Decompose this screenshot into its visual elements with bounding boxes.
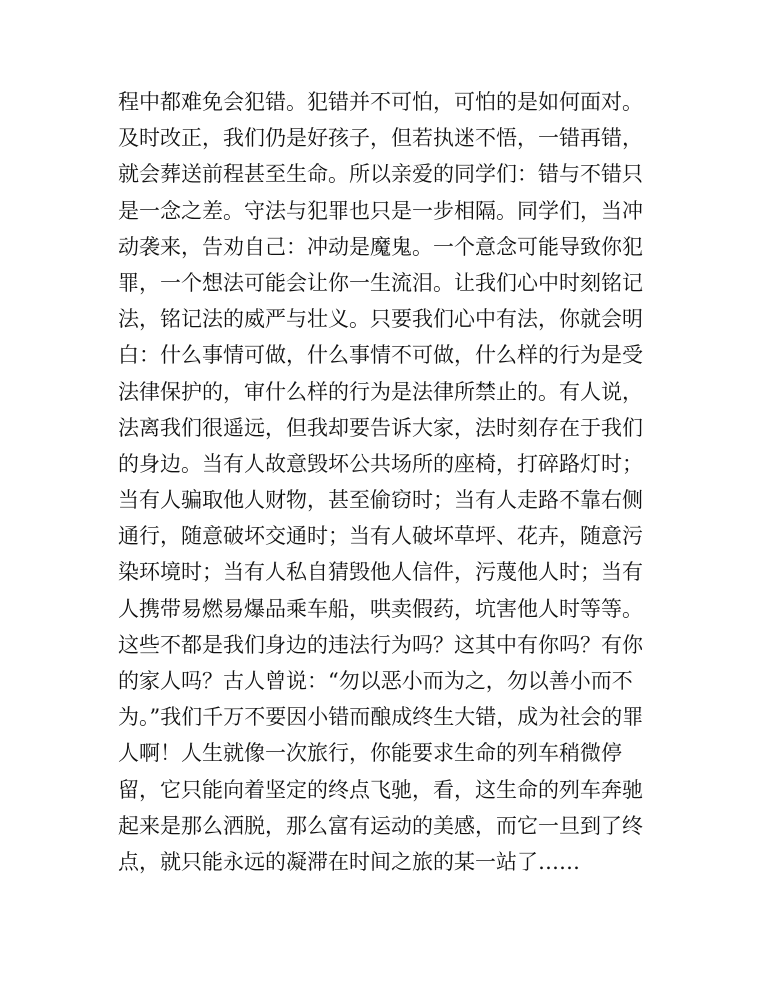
- text-line-8: 白：什么事情可做，什么事情不可做，什么样的行为是受: [118, 343, 643, 368]
- text-line-22: 点，就只能永远的凝滞在时间之旅的某一站了……: [118, 849, 580, 874]
- text-line-19: 人啊！人生就像一次旅行，你能要求生命的列车稍微停: [118, 741, 622, 766]
- text-line-4: 是一念之差。守法与犯罪也只是一步相隔。同学们，当冲: [118, 198, 643, 223]
- text-line-14: 染环境时；当有人私自猜毁他人信件，污蔑他人时；当有: [118, 560, 643, 585]
- text-line-20: 留，它只能向着坚定的终点飞驰，看，这生命的列车奔驰: [118, 777, 643, 802]
- text-line-13: 通行，随意破坏交通时；当有人破坏草坪、花卉，随意污: [118, 524, 643, 549]
- text-line-10: 法离我们很遥远，但我却要告诉大家，法时刻存在于我们: [118, 415, 643, 440]
- text-line-15: 人携带易燃易爆品乘车船，哄卖假药，坑害他人时等等。: [118, 596, 643, 621]
- text-line-9: 法律保护的，审什么样的行为是法律所禁止的。有人说，: [118, 379, 643, 404]
- text-line-16: 这些不都是我们身边的违法行为吗？这其中有你吗？有你: [118, 632, 643, 657]
- text-line-5: 动袭来，告劝自己：冲动是魔鬼。一个意念可能导致你犯: [118, 234, 643, 259]
- text-line-12: 当有人骗取他人财物，甚至偷窃时；当有人走路不靠右侧: [118, 488, 643, 513]
- body-text: [118, 84, 658, 880]
- text-line-18: 为。”我们千万不要因小错而酿成终生大错，成为社会的罪: [118, 705, 644, 730]
- text-line-17: 的家人吗？古人曾说：“勿以恶小而为之，勿以善小而不: [118, 669, 633, 693]
- text-line-6: 罪，一个想法可能会让你一生流泪。让我们心中时刻铭记: [118, 270, 643, 295]
- text-line-7: 法，铭记法的威严与壮义。只要我们心中有法，你就会明: [118, 307, 643, 332]
- text-line-3: 就会葬送前程甚至生命。所以亲爱的同学们：错与不错只: [118, 162, 643, 187]
- text-line-1: 程中都难免会犯错。犯错并不可怕，可怕的是如何面对。: [118, 90, 643, 114]
- text-line-11: 的身边。当有人故意毁坏公共场所的座椅，打碎路灯时；: [118, 451, 643, 476]
- text-line-21: 起来是那么洒脱，那么富有运动的美感，而它一旦到了终: [118, 813, 643, 838]
- text-line-2: 及时改正，我们仍是好孩子，但若执迷不悟，一错再错，: [118, 126, 643, 151]
